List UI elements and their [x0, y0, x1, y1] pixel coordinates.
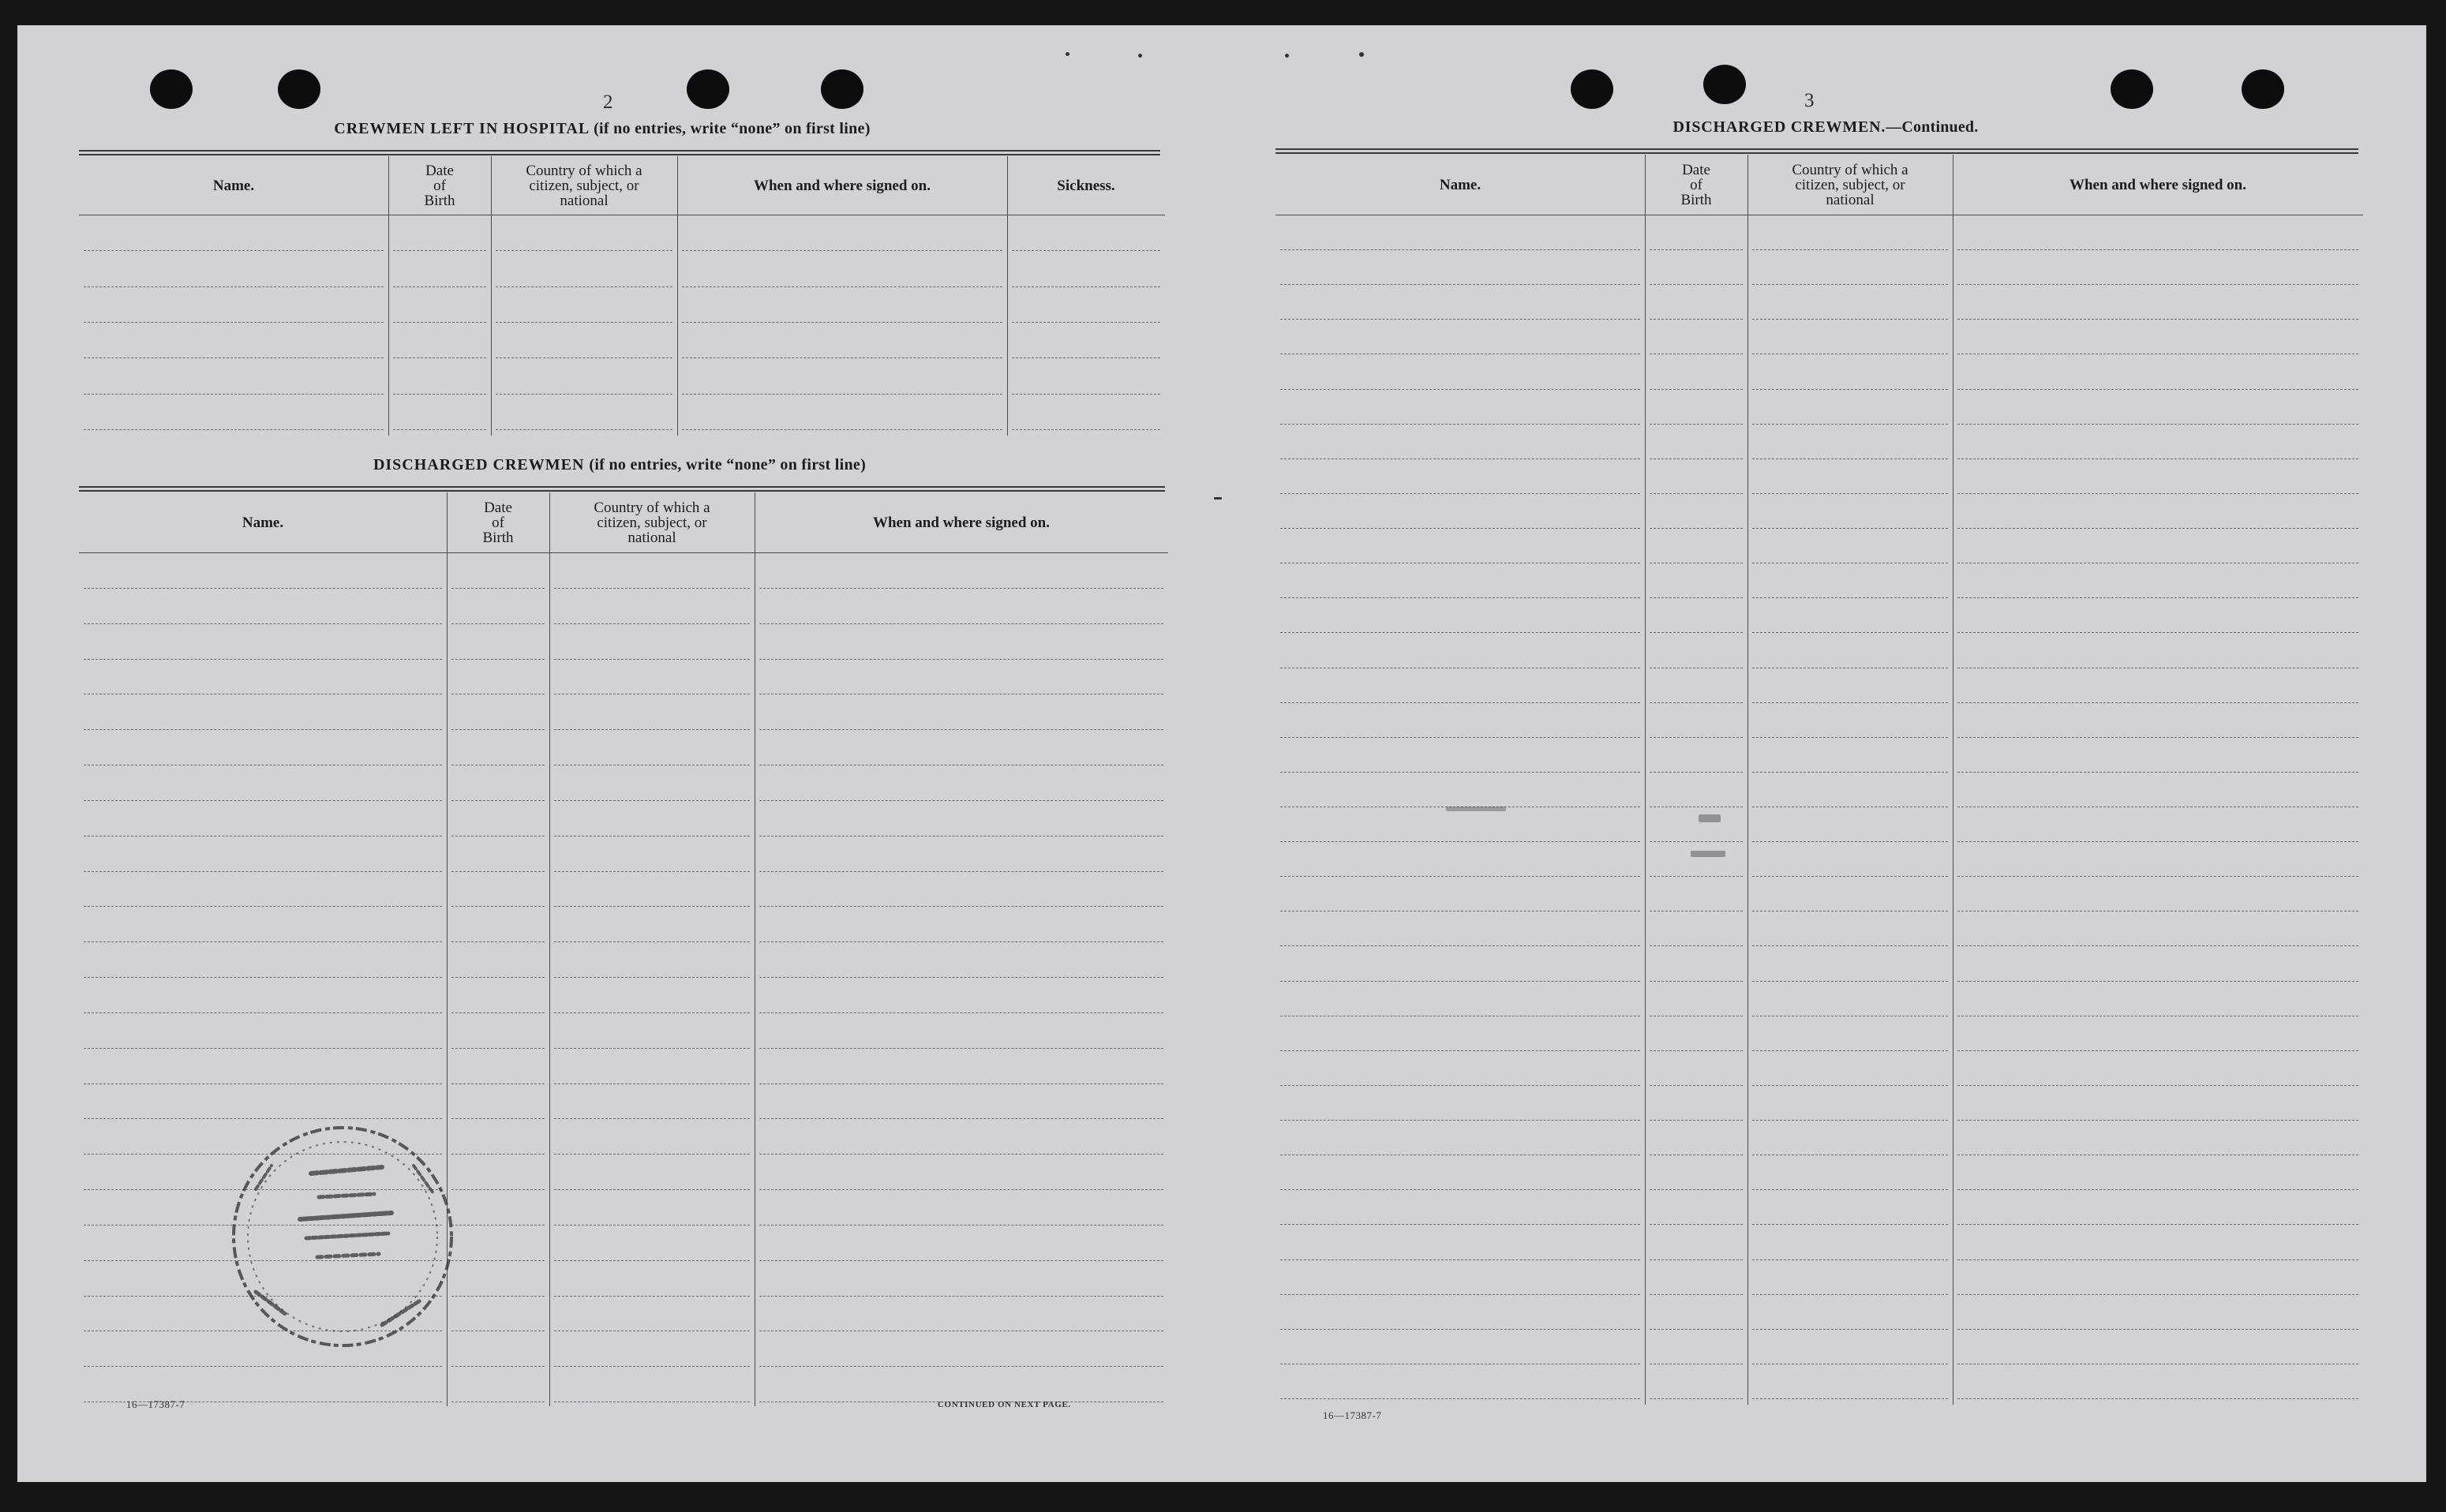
- column-divider: [549, 492, 550, 1406]
- entry-line: [84, 394, 384, 395]
- entry-line: [1752, 981, 1948, 982]
- entry-line: [682, 394, 1002, 395]
- entry-line: [84, 286, 384, 287]
- ink-smudge: [1446, 807, 1506, 811]
- entry-line: [1957, 1224, 2358, 1225]
- column-divider: [388, 156, 389, 436]
- col-header-date-of-birth: Date of Birth: [1680, 161, 1712, 208]
- speck: [1285, 54, 1289, 58]
- entry-line: [1280, 1120, 1640, 1121]
- entry-line: [496, 394, 672, 395]
- entry-line: [1752, 1189, 1948, 1190]
- entry-line: [1752, 458, 1948, 459]
- entry-line: [1650, 1120, 1743, 1121]
- entry-line: [682, 357, 1002, 358]
- entry-line: [1957, 597, 2358, 598]
- entry-line: [1752, 249, 1948, 250]
- entry-line: [496, 286, 672, 287]
- entry-line: [759, 588, 1163, 589]
- entry-line: [84, 623, 442, 624]
- column-divider: [677, 156, 678, 436]
- entry-line: [554, 1296, 750, 1297]
- entry-line: [1957, 702, 2358, 703]
- col-header-when-where: When and where signed on.: [753, 177, 931, 194]
- discharged-double-rule: [79, 486, 1165, 492]
- entry-line: [496, 250, 672, 251]
- hospital-title-note: (if no entries, write “none” on first line): [594, 120, 871, 137]
- entry-line: [84, 429, 384, 430]
- entry-line: [451, 1260, 545, 1261]
- entry-line: [451, 1366, 545, 1367]
- entry-line: [554, 588, 750, 589]
- entry-line: [1957, 1189, 2358, 1190]
- entry-line: [1280, 1224, 1640, 1225]
- discharged-title-note: (if no entries, write “none” on first line): [589, 456, 867, 473]
- entry-line: [554, 1260, 750, 1261]
- ink-smudge: [1691, 851, 1725, 857]
- entry-line: [1280, 458, 1640, 459]
- hospital-title-text: CREWMEN LEFT IN HOSPITAL: [334, 120, 590, 137]
- entry-line: [84, 659, 442, 660]
- entry-line: [84, 250, 384, 251]
- punch-hole-icon: [278, 69, 320, 109]
- entry-line: [1752, 737, 1948, 738]
- entry-line: [451, 1330, 545, 1331]
- entry-line: [393, 286, 486, 287]
- entry-line: [1650, 528, 1743, 529]
- entry-line: [1957, 389, 2358, 390]
- entry-line: [1752, 876, 1948, 877]
- punch-hole-icon: [821, 69, 863, 109]
- entry-line: [496, 429, 672, 430]
- entry-line: [1650, 1398, 1743, 1399]
- column-divider: [491, 156, 492, 436]
- entry-line: [759, 1048, 1163, 1049]
- entry-line: [759, 1225, 1163, 1226]
- entry-line: [1280, 1085, 1640, 1086]
- entry-line: [1957, 737, 2358, 738]
- entry-line: [1650, 841, 1743, 842]
- entry-line: [451, 906, 545, 907]
- entry-line: [451, 977, 545, 978]
- entry-line: [759, 1118, 1163, 1119]
- col-header-date-of-birth: Date of Birth: [482, 499, 514, 546]
- col-header-sickness: Sickness.: [1057, 177, 1115, 194]
- entry-line: [1752, 424, 1948, 425]
- entry-line: [496, 357, 672, 358]
- entry-line: [554, 977, 750, 978]
- entry-line: [1280, 1259, 1640, 1260]
- entry-line: [1957, 981, 2358, 982]
- continued-on-next-page: CONTINUED ON NEXT PAGE.: [938, 1400, 1071, 1409]
- discharged-continued-text: DISCHARGED CREWMEN.: [1672, 118, 1886, 136]
- hospital-table: [79, 156, 1165, 436]
- punch-hole-icon: [2111, 69, 2153, 109]
- entry-line: [554, 659, 750, 660]
- entry-line: [554, 941, 750, 942]
- punch-hole-icon: [1703, 65, 1746, 104]
- entry-line: [84, 322, 384, 323]
- discharged-title-text: DISCHARGED CREWMEN: [373, 456, 585, 473]
- col-header-when-where: When and where signed on.: [2069, 176, 2246, 193]
- page-number-right: 3: [1804, 90, 1815, 111]
- entry-line: [1650, 597, 1743, 598]
- entry-line: [554, 906, 750, 907]
- entry-line: [1280, 1294, 1640, 1295]
- entry-line: [1650, 493, 1743, 494]
- entry-line: [554, 1083, 750, 1084]
- entry-line: [554, 800, 750, 801]
- col-header-date-of-birth: Date of Birth: [424, 162, 455, 209]
- entry-line: [451, 941, 545, 942]
- entry-line: [1650, 458, 1743, 459]
- entry-line: [1957, 424, 2358, 425]
- entry-line: [1280, 876, 1640, 877]
- entry-line: [1280, 632, 1640, 633]
- entry-line: [759, 871, 1163, 872]
- entry-line: [1280, 493, 1640, 494]
- discharged-section-title: [79, 456, 1160, 474]
- entry-line: [1650, 1085, 1743, 1086]
- entry-line: [84, 1048, 442, 1049]
- entry-line: [1280, 249, 1640, 250]
- entry-line: [84, 729, 442, 730]
- page-number-left: 2: [603, 92, 613, 113]
- entry-line: [1752, 632, 1948, 633]
- entry-line: [451, 800, 545, 801]
- entry-line: [1280, 319, 1640, 320]
- entry-line: [1957, 1120, 2358, 1121]
- col-header-name: Name.: [1439, 176, 1481, 193]
- speck: [1214, 497, 1222, 500]
- entry-line: [1012, 429, 1160, 430]
- entry-line: [1280, 1398, 1640, 1399]
- entry-line: [1650, 424, 1743, 425]
- entry-line: [84, 871, 442, 872]
- entry-line: [1650, 1259, 1743, 1260]
- entry-line: [759, 977, 1163, 978]
- entry-line: [1650, 945, 1743, 946]
- entry-line: [1752, 772, 1948, 773]
- entry-line: [554, 1012, 750, 1013]
- entry-line: [1012, 250, 1160, 251]
- entry-line: [1752, 702, 1948, 703]
- entry-line: [84, 1012, 442, 1013]
- right-double-rule: [1275, 148, 2358, 154]
- entry-line: [1752, 389, 1948, 390]
- entry-line: [1752, 284, 1948, 285]
- entry-line: [1280, 841, 1640, 842]
- entry-line: [393, 322, 486, 323]
- entry-line: [1957, 249, 2358, 250]
- entry-line: [759, 906, 1163, 907]
- punch-hole-icon: [687, 69, 729, 109]
- entry-line: [496, 322, 672, 323]
- speck: [1066, 52, 1069, 56]
- entry-line: [1280, 945, 1640, 946]
- entry-line: [451, 1048, 545, 1049]
- entry-line: [1280, 1329, 1640, 1330]
- entry-line: [1650, 981, 1743, 982]
- entry-line: [1280, 597, 1640, 598]
- entry-line: [84, 800, 442, 801]
- entry-line: [1280, 737, 1640, 738]
- form-number-right: 16—17387-7: [1323, 1409, 1382, 1421]
- entry-line: [1957, 458, 2358, 459]
- entry-line: [393, 394, 486, 395]
- entry-line: [759, 941, 1163, 942]
- entry-line: [1012, 394, 1160, 395]
- punch-hole-icon: [150, 69, 193, 109]
- entry-line: [554, 871, 750, 872]
- entry-line: [451, 729, 545, 730]
- entry-line: [84, 1083, 442, 1084]
- entry-line: [1650, 1329, 1743, 1330]
- entry-line: [451, 871, 545, 872]
- entry-line: [1957, 1398, 2358, 1399]
- entry-line: [1957, 284, 2358, 285]
- entry-line: [554, 1048, 750, 1049]
- entry-line: [554, 1154, 750, 1155]
- entry-line: [1752, 1259, 1948, 1260]
- speck: [1138, 54, 1142, 58]
- entry-line: [759, 623, 1163, 624]
- document-sheet: [17, 25, 2426, 1482]
- entry-line: [1650, 876, 1743, 877]
- entry-line: [759, 1012, 1163, 1013]
- entry-line: [554, 1225, 750, 1226]
- entry-line: [759, 800, 1163, 801]
- col-header-country: Country of which a citizen, subject, or national: [1792, 161, 1908, 208]
- entry-line: [1752, 945, 1948, 946]
- entry-line: [451, 623, 545, 624]
- entry-line: [1280, 702, 1640, 703]
- entry-line: [1650, 737, 1743, 738]
- header-rule: [79, 552, 1168, 553]
- col-header-country: Country of which a citizen, subject, or national: [594, 499, 710, 546]
- col-header-country: Country of which a citizen, subject, or national: [526, 162, 642, 209]
- entry-line: [759, 1366, 1163, 1367]
- entry-line: [1957, 876, 2358, 877]
- entry-line: [1957, 528, 2358, 529]
- entry-line: [1957, 1085, 2358, 1086]
- speck: [1359, 52, 1364, 57]
- punch-hole-icon: [2242, 69, 2284, 109]
- entry-line: [1650, 1050, 1743, 1051]
- col-header-name: Name.: [242, 514, 284, 531]
- entry-line: [759, 1189, 1163, 1190]
- entry-line: [84, 941, 442, 942]
- col-header-when-where: When and where signed on.: [872, 514, 1050, 531]
- entry-line: [451, 659, 545, 660]
- entry-line: [1957, 1294, 2358, 1295]
- entry-line: [451, 1189, 545, 1190]
- entry-line: [554, 1118, 750, 1119]
- column-divider: [1007, 156, 1008, 436]
- entry-line: [1280, 424, 1640, 425]
- entry-line: [451, 1225, 545, 1226]
- entry-line: [1650, 632, 1743, 633]
- entry-line: [1752, 493, 1948, 494]
- entry-line: [451, 1296, 545, 1297]
- entry-line: [759, 1154, 1163, 1155]
- entry-line: [1650, 702, 1743, 703]
- discharged-continued-title: [1293, 118, 2358, 137]
- entry-line: [451, 1154, 545, 1155]
- hospital-double-rule: [79, 150, 1160, 155]
- entry-line: [554, 729, 750, 730]
- entry-line: [1752, 597, 1948, 598]
- entry-line: [1752, 1085, 1948, 1086]
- entry-line: [1650, 1224, 1743, 1225]
- entry-line: [84, 977, 442, 978]
- entry-line: [759, 659, 1163, 660]
- entry-line: [1752, 1120, 1948, 1121]
- entry-line: [1280, 772, 1640, 773]
- entry-line: [682, 322, 1002, 323]
- entry-line: [1650, 1294, 1743, 1295]
- entry-line: [393, 357, 486, 358]
- entry-line: [1752, 841, 1948, 842]
- entry-line: [1957, 493, 2358, 494]
- entry-line: [682, 286, 1002, 287]
- entry-line: [1752, 1050, 1948, 1051]
- entry-line: [1957, 1050, 2358, 1051]
- entry-line: [84, 357, 384, 358]
- entry-line: [682, 429, 1002, 430]
- continued-suffix: —Continued.: [1886, 118, 1979, 136]
- column-divider: [1645, 155, 1646, 1405]
- entry-line: [84, 1366, 442, 1367]
- entry-line: [1012, 357, 1160, 358]
- entry-line: [759, 1296, 1163, 1297]
- hospital-section-title: [79, 120, 1126, 138]
- discharged-continued-table: [1275, 155, 2363, 1405]
- entry-line: [393, 429, 486, 430]
- entry-line: [451, 588, 545, 589]
- punch-hole-icon: [1571, 69, 1613, 109]
- entry-line: [84, 906, 442, 907]
- entry-line: [1650, 284, 1743, 285]
- entry-line: [759, 1260, 1163, 1261]
- entry-line: [451, 1118, 545, 1119]
- entry-line: [1650, 249, 1743, 250]
- entry-line: [1957, 1329, 2358, 1330]
- entry-line: [1650, 389, 1743, 390]
- col-header-name: Name.: [212, 177, 255, 194]
- entry-line: [1012, 286, 1160, 287]
- entry-line: [1280, 1050, 1640, 1051]
- entry-line: [682, 250, 1002, 251]
- entry-line: [451, 1083, 545, 1084]
- entry-line: [759, 1083, 1163, 1084]
- ink-smudge: [1699, 814, 1721, 822]
- entry-line: [1752, 1329, 1948, 1330]
- entry-line: [1752, 528, 1948, 529]
- circular-stamp-icon: [224, 1118, 461, 1355]
- entry-line: [1752, 319, 1948, 320]
- entry-line: [759, 1330, 1163, 1331]
- entry-line: [1650, 319, 1743, 320]
- entry-line: [554, 1330, 750, 1331]
- entry-line: [554, 623, 750, 624]
- entry-line: [1752, 1224, 1948, 1225]
- entry-line: [1957, 1259, 2358, 1260]
- entry-line: [1752, 1294, 1948, 1295]
- entry-line: [84, 588, 442, 589]
- entry-line: [1280, 981, 1640, 982]
- entry-line: [1280, 284, 1640, 285]
- form-number-left: 16—17387-7: [126, 1398, 185, 1410]
- entry-line: [554, 1366, 750, 1367]
- entry-line: [1012, 322, 1160, 323]
- column-divider: [1747, 155, 1748, 1405]
- entry-line: [1650, 1189, 1743, 1190]
- entry-line: [451, 1012, 545, 1013]
- entry-line: [1650, 772, 1743, 773]
- entry-line: [393, 250, 486, 251]
- entry-line: [1957, 945, 2358, 946]
- entry-line: [1280, 1189, 1640, 1190]
- entry-line: [1957, 632, 2358, 633]
- entry-line: [1957, 841, 2358, 842]
- entry-line: [1957, 319, 2358, 320]
- entry-line: [1280, 528, 1640, 529]
- entry-line: [759, 729, 1163, 730]
- entry-line: [1957, 772, 2358, 773]
- entry-line: [1752, 1398, 1948, 1399]
- entry-line: [554, 1189, 750, 1190]
- entry-line: [1280, 389, 1640, 390]
